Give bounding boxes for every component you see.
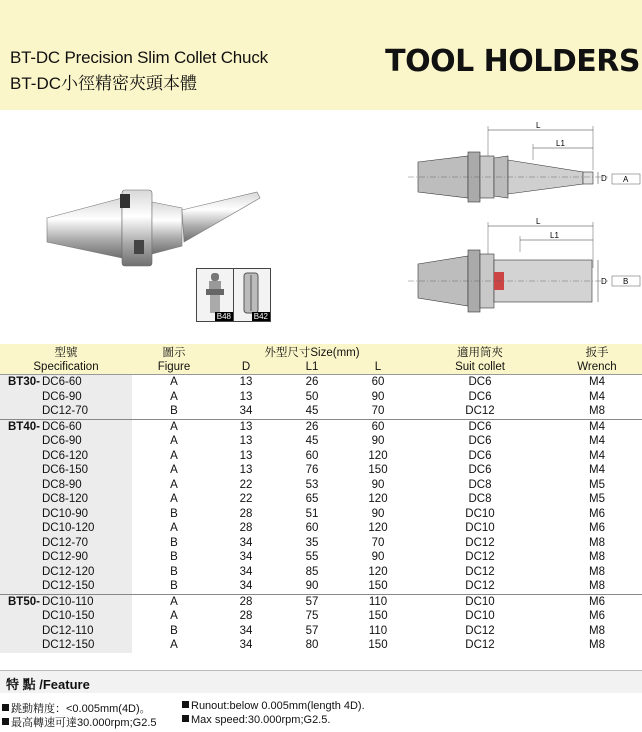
bullet-square-icon bbox=[2, 718, 9, 725]
bullet-square-icon bbox=[182, 701, 189, 708]
header-d: D bbox=[216, 360, 276, 375]
d-cell: 34 bbox=[239, 624, 253, 637]
figure-cell: A bbox=[170, 435, 178, 447]
figure-cell: A bbox=[170, 522, 178, 534]
l1-cell: 26 bbox=[276, 419, 348, 434]
collet-cell: DC6 bbox=[468, 435, 492, 447]
l-cell: 150 bbox=[368, 580, 388, 592]
drawing-b-tag: B bbox=[623, 277, 629, 286]
drawing-a bbox=[408, 120, 642, 220]
l-cell: 150 bbox=[368, 610, 388, 622]
wrench-cell: M5 bbox=[589, 478, 605, 491]
figure-cell: A bbox=[170, 449, 178, 462]
l1-cell: 55 bbox=[305, 551, 319, 563]
d-cell: 13 bbox=[216, 375, 276, 390]
header-figure-en: Figure bbox=[132, 360, 216, 375]
spec-cell bbox=[0, 550, 132, 565]
feature-item-1-text: 跳動精度：<0.005mm(4D)。 bbox=[11, 703, 151, 715]
wrench-cell: M8 bbox=[589, 580, 605, 592]
spec-model: DC12-70 bbox=[42, 536, 89, 549]
drawing-a-tag: A bbox=[623, 175, 629, 184]
drawing-b-d: D bbox=[601, 277, 607, 286]
wrench-cell: M6 bbox=[589, 610, 605, 622]
feature-item-2-text: Runout:below 0.005mm(length 4D). bbox=[191, 700, 365, 712]
table-row bbox=[0, 536, 642, 551]
l1-cell: 51 bbox=[305, 507, 319, 520]
collet-cell: DC10 bbox=[465, 507, 495, 520]
table-row bbox=[0, 594, 642, 609]
d-cell: 28 bbox=[239, 507, 253, 520]
spec-prefix: BT30- bbox=[8, 376, 40, 388]
title-chinese: BT-DC小徑精密夾頭本體 bbox=[10, 74, 197, 93]
l-cell: 120 bbox=[368, 449, 388, 462]
header-collet-en: Suit collet bbox=[408, 360, 552, 375]
d-cell: 13 bbox=[239, 390, 253, 403]
table-row bbox=[0, 624, 642, 639]
spec-model: DC6-150 bbox=[42, 464, 89, 476]
l-cell: 60 bbox=[348, 375, 408, 390]
l1-cell: 65 bbox=[305, 493, 319, 505]
drawing-a-d: D bbox=[601, 174, 607, 183]
d-cell: 34 bbox=[239, 551, 253, 563]
collet-cell: DC12 bbox=[465, 551, 495, 563]
l1-cell: 26 bbox=[276, 375, 348, 390]
l1-cell: 90 bbox=[305, 580, 319, 592]
collet-cell: DC10 bbox=[465, 610, 495, 622]
spec-model: DC8-120 bbox=[42, 493, 89, 505]
icon-b48-label: B48 bbox=[216, 312, 231, 321]
figure-cell: B bbox=[170, 565, 178, 578]
icon-b42 bbox=[233, 268, 271, 322]
wrench-cell: M8 bbox=[589, 565, 605, 578]
figure-cell: A bbox=[170, 478, 178, 491]
spec-table bbox=[0, 344, 642, 653]
collet-cell: DC6 bbox=[408, 375, 552, 390]
d-cell: 28 bbox=[216, 594, 276, 609]
spec-cell bbox=[0, 463, 132, 478]
d-cell: 34 bbox=[239, 639, 253, 651]
spec-model: DC12-120 bbox=[42, 565, 95, 578]
bullet-square-icon bbox=[182, 715, 189, 722]
collet-cell: DC12 bbox=[465, 405, 495, 417]
d-cell: 22 bbox=[239, 478, 253, 491]
collet-cell: DC6 bbox=[468, 464, 492, 476]
spec-model: DC6-60 bbox=[42, 420, 82, 433]
feature-item-4 bbox=[182, 714, 330, 726]
l-cell: 70 bbox=[371, 536, 385, 549]
l1-cell: 75 bbox=[305, 610, 319, 622]
l-cell: 120 bbox=[368, 522, 388, 534]
collet-cell: DC12 bbox=[465, 536, 495, 549]
figure-cell: A bbox=[170, 493, 178, 505]
l1-cell: 80 bbox=[305, 639, 319, 651]
d-cell: 34 bbox=[239, 580, 253, 592]
spec-cell bbox=[0, 638, 132, 653]
table-row bbox=[0, 550, 642, 565]
l-cell: 90 bbox=[371, 435, 385, 447]
spec-cell bbox=[0, 404, 132, 419]
spec-cell bbox=[0, 434, 132, 449]
figure-cell: B bbox=[170, 507, 178, 520]
spec-model: DC12-110 bbox=[42, 624, 94, 637]
feature-item-3-text: 最高轉速可達30.000rpm;G2.5 bbox=[11, 717, 157, 729]
spec-cell bbox=[0, 579, 132, 594]
table-header-row-1 bbox=[0, 344, 642, 360]
collet-cell: DC12 bbox=[465, 624, 495, 637]
header-size: 外型尺寸Size(mm) bbox=[216, 344, 408, 360]
header-wrench-en: Wrench bbox=[552, 360, 642, 375]
figure-cell: B bbox=[170, 405, 178, 417]
spec-model: DC6-90 bbox=[42, 390, 82, 403]
figure-cell: A bbox=[132, 594, 216, 609]
table-row bbox=[0, 609, 642, 624]
collet-cell: DC6 bbox=[468, 390, 492, 403]
spec-model: DC6-120 bbox=[42, 449, 89, 462]
table-row bbox=[0, 638, 642, 653]
brand-title: TOOL HOLDERS bbox=[385, 44, 640, 79]
d-cell: 28 bbox=[239, 522, 253, 534]
d-cell: 13 bbox=[216, 419, 276, 434]
wrench-cell: M8 bbox=[589, 551, 605, 563]
spec-model: DC10-120 bbox=[42, 522, 95, 534]
collet-cell: DC10 bbox=[408, 594, 552, 609]
collet-cell: DC12 bbox=[465, 565, 495, 578]
l1-cell: 60 bbox=[305, 449, 319, 462]
spec-model: DC12-90 bbox=[42, 551, 89, 563]
figure-cell: A bbox=[132, 419, 216, 434]
wrench-cell: M8 bbox=[589, 624, 605, 637]
l-cell: 90 bbox=[371, 478, 385, 491]
spec-cell bbox=[0, 536, 132, 551]
l1-cell: 45 bbox=[305, 435, 319, 447]
spec-cell bbox=[0, 449, 132, 464]
d-cell: 28 bbox=[239, 610, 253, 622]
header-collet-zh: 適用筒夾 bbox=[408, 344, 552, 360]
collet-cell: DC8 bbox=[468, 478, 492, 491]
wrench-cell: M5 bbox=[589, 493, 605, 505]
wrench-cell: M4 bbox=[589, 449, 605, 462]
table-header-row-2 bbox=[0, 360, 642, 375]
spec-model: DC6-90 bbox=[42, 435, 82, 447]
l-cell: 110 bbox=[368, 624, 388, 637]
d-cell: 13 bbox=[239, 435, 253, 447]
spec-cell bbox=[0, 390, 132, 405]
figure-cell: B bbox=[170, 536, 178, 549]
d-cell: 13 bbox=[239, 464, 253, 476]
l1-cell: 45 bbox=[305, 405, 319, 417]
l-cell: 90 bbox=[371, 551, 385, 563]
l1-cell: 85 bbox=[305, 565, 319, 578]
spec-cell bbox=[0, 521, 132, 536]
icon-b48 bbox=[196, 268, 234, 322]
l-cell: 90 bbox=[371, 507, 385, 520]
spec-model: DC8-90 bbox=[42, 478, 82, 491]
table-row bbox=[0, 434, 642, 449]
wrench-cell: M4 bbox=[552, 375, 642, 390]
drawing-a-l: L bbox=[536, 121, 541, 130]
feature-bar bbox=[0, 670, 642, 693]
collet-cell: DC6 bbox=[408, 419, 552, 434]
l1-cell: 53 bbox=[305, 478, 319, 491]
table-row bbox=[0, 375, 642, 390]
figure-cell: A bbox=[132, 375, 216, 390]
header-l1: L1 bbox=[276, 360, 348, 375]
l-cell: 70 bbox=[371, 405, 385, 417]
header-l: L bbox=[348, 360, 408, 375]
d-cell: 13 bbox=[239, 449, 253, 462]
table-row bbox=[0, 390, 642, 405]
header-wrench-zh: 扳手 bbox=[552, 344, 642, 360]
l-cell: 90 bbox=[371, 390, 385, 403]
wrench-cell: M6 bbox=[552, 594, 642, 609]
bullet-square-icon bbox=[2, 704, 9, 711]
l1-cell: 60 bbox=[305, 522, 319, 534]
spec-prefix: BT40- bbox=[8, 420, 40, 433]
l-cell: 120 bbox=[368, 493, 388, 505]
wrench-cell: M8 bbox=[589, 536, 605, 549]
table-row bbox=[0, 463, 642, 478]
l-cell: 150 bbox=[368, 464, 388, 476]
spec-model: DC10-110 bbox=[42, 595, 94, 608]
collet-cell: DC6 bbox=[468, 449, 492, 462]
feature-title: 特 點 /Feature bbox=[6, 677, 90, 692]
figure-cell: B bbox=[170, 580, 178, 592]
figure-cell: B bbox=[170, 624, 178, 637]
l1-cell: 50 bbox=[305, 390, 319, 403]
feature-item-2 bbox=[182, 700, 365, 712]
d-cell: 22 bbox=[239, 493, 253, 505]
table-row bbox=[0, 419, 642, 434]
table-row bbox=[0, 478, 642, 493]
table-row bbox=[0, 449, 642, 464]
spec-cell bbox=[0, 419, 132, 434]
drawing-b bbox=[408, 218, 642, 323]
spec-cell bbox=[0, 375, 132, 390]
l-cell: 110 bbox=[348, 594, 408, 609]
figure-cell: A bbox=[170, 464, 178, 476]
l1-cell: 76 bbox=[305, 464, 319, 476]
table-row bbox=[0, 521, 642, 536]
spec-model: DC12-70 bbox=[42, 405, 89, 417]
header-spec-en: Specification bbox=[0, 360, 132, 375]
wrench-cell: M4 bbox=[552, 419, 642, 434]
l-cell: 60 bbox=[348, 419, 408, 434]
d-cell: 34 bbox=[239, 565, 253, 578]
collet-cell: DC8 bbox=[468, 493, 492, 505]
collet-cell: DC12 bbox=[465, 639, 495, 651]
figure-cell: A bbox=[170, 639, 178, 651]
drawing-b-l1: L1 bbox=[550, 231, 559, 240]
d-cell: 34 bbox=[239, 405, 253, 417]
wrench-cell: M4 bbox=[589, 390, 605, 403]
collet-cell: DC10 bbox=[465, 522, 495, 534]
table-row bbox=[0, 565, 642, 580]
header-spec-zh: 型號 bbox=[0, 344, 132, 360]
l1-cell: 57 bbox=[276, 594, 348, 609]
wrench-cell: M6 bbox=[589, 507, 605, 520]
l-cell: 150 bbox=[368, 639, 388, 651]
spec-cell bbox=[0, 478, 132, 493]
spec-cell bbox=[0, 594, 132, 609]
spec-model: DC12-150 bbox=[42, 639, 95, 651]
collet-cell: DC12 bbox=[465, 580, 495, 592]
spec-cell bbox=[0, 609, 132, 624]
spec-cell bbox=[0, 492, 132, 507]
drawing-a-l1: L1 bbox=[556, 139, 565, 148]
wrench-cell: M4 bbox=[589, 464, 605, 476]
table-body bbox=[0, 375, 642, 653]
feature-item-4-text: Max speed:30.000rpm;G2.5. bbox=[191, 714, 331, 726]
spec-cell bbox=[0, 507, 132, 522]
table-row bbox=[0, 507, 642, 522]
wrench-cell: M4 bbox=[589, 435, 605, 447]
l-cell: 120 bbox=[368, 565, 388, 578]
figure-cell: A bbox=[170, 390, 178, 403]
l1-cell: 35 bbox=[305, 536, 319, 549]
wrench-cell: M8 bbox=[589, 405, 605, 417]
drawing-b-l: L bbox=[536, 218, 541, 226]
spec-cell bbox=[0, 565, 132, 580]
l1-cell: 57 bbox=[305, 624, 319, 637]
table-row bbox=[0, 492, 642, 507]
d-cell: 34 bbox=[239, 536, 253, 549]
figure-cell: A bbox=[170, 610, 178, 622]
header-figure-zh: 圖示 bbox=[132, 344, 216, 360]
table-row bbox=[0, 579, 642, 594]
spec-model: DC12-150 bbox=[42, 580, 95, 592]
wrench-cell: M8 bbox=[589, 639, 605, 651]
spec-prefix: BT50- bbox=[8, 595, 40, 608]
title-english: BT-DC Precision Slim Collet Chuck bbox=[10, 48, 268, 67]
figure-cell: B bbox=[170, 551, 178, 563]
spec-model: DC10-90 bbox=[42, 507, 89, 520]
wrench-cell: M6 bbox=[589, 522, 605, 534]
table-row bbox=[0, 404, 642, 419]
spec-model: DC10-150 bbox=[42, 610, 95, 622]
spec-cell bbox=[0, 624, 132, 639]
spec-model: DC6-60 bbox=[42, 376, 82, 388]
feature-item-3 bbox=[2, 714, 157, 730]
icon-b42-label: B42 bbox=[253, 312, 268, 321]
